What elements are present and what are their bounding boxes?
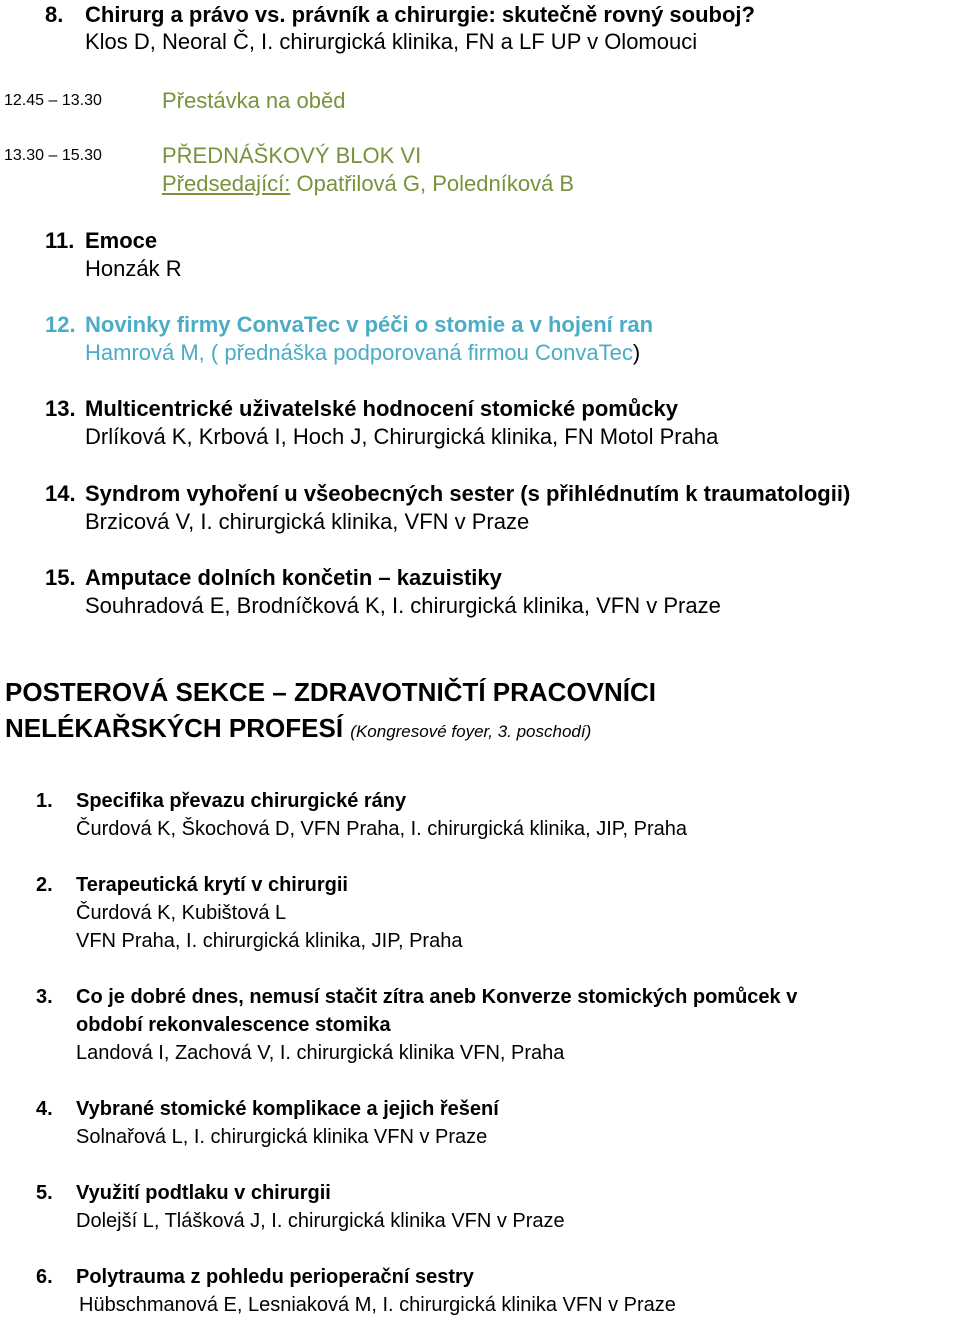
block-time: 13.30 – 15.30 [4,147,102,164]
talk-13-title: Multicentrické uživatelské hodnocení stomické pomůcky [85,396,678,421]
chair-names: Opatřilová G, Poledníková B [290,171,575,196]
poster-5-title: Využití podtlaku v chirurgii [76,1182,331,1204]
talk-15-authors: Souhradová E, Brodníčková K, I. chirurgická klinika, VFN v Praze [85,593,721,618]
poster-6-title: Polytrauma z pohledu perioperační sestry [76,1266,474,1288]
talk-12-number: 12. [45,312,76,337]
poster-2-number: 2. [36,874,53,896]
talk-14-title: Syndrom vyhoření u všeobecných sester (s přihlédnutím k traumatologii) [85,481,851,506]
poster-5-number: 5. [36,1182,53,1204]
talk-15-number: 15. [45,565,76,590]
poster-6-number: 6. [36,1266,53,1288]
poster-3-title-line2: období rekonvalescence stomika [76,1014,391,1036]
poster-section-location: (Kongresové foyer, 3. poschodí) [350,722,592,741]
poster-3-title: Co je dobré dnes, nemusí stačit zítra aneb Konverze stomických pomůcek v [76,986,798,1008]
poster-section-title: NELÉKAŘSKÝCH PROFESÍ [5,713,344,743]
poster-2-affiliation: VFN Praha, I. chirurgická klinika, JIP, Praha [76,930,463,952]
break-time: 12.45 – 13.30 [4,92,102,109]
talk-8-number: 8. [45,2,64,27]
poster-6-authors: Hübschmanová E, Lesniaková M, I. chirurgická klinika VFN v Praze [79,1294,676,1316]
poster-4-title: Vybrané stomické komplikace a jejich řešení [76,1098,499,1120]
talk-8-authors: Klos D, Neoral Č, I. chirurgická klinika, FN a LF UP v Olomouci [85,29,698,54]
poster-3-number: 3. [36,986,53,1008]
talk-12-title: Novinky firmy ConvaTec v péči o stomie a v hojení ran [85,312,654,337]
talk-15-title: Amputace dolních končetin – kazuistiky [85,565,502,590]
poster-5-authors: Dolejší L, Tlášková J, I. chirurgická klinika VFN v Praze [76,1210,565,1232]
talk-13-number: 13. [45,396,76,421]
talk-8-title: Chirurg a právo vs. právník a chirurgie: skutečně rovný souboj? [85,2,755,27]
talk-11-number: 11. [45,228,75,253]
talk-12-authors-text: Hamrová M, ( přednáška podporovaná firmou ConvaTec [85,340,633,365]
block-chairs [162,171,574,197]
talk-14-number: 14. [45,481,76,506]
break-label: Přestávka na oběd [162,88,346,113]
poster-1-number: 1. [36,790,53,812]
chair-label: Předsedající: [162,171,291,196]
poster-1-title: Specifika převazu chirurgické rány [76,790,407,812]
talk-11-authors: Honzák R [85,256,182,281]
poster-2-authors: Čurdová K, Kubištová L [76,902,287,924]
poster-4-authors: Solnařová L, I. chirurgická klinika VFN v Praze [76,1126,488,1148]
block-title: PŘEDNÁŠKOVÝ BLOK VI [162,143,422,168]
poster-4-number: 4. [36,1098,53,1120]
talk-11-title: Emoce [85,228,158,253]
poster-2-title: Terapeutická krytí v chirurgii [76,874,348,896]
talk-12-authors [85,340,640,366]
poster-3-authors: Landová I, Zachová V, I. chirurgická klinika VFN, Praha [76,1042,565,1064]
poster-section-heading-line2 [5,713,591,744]
talk-13-authors: Drlíková K, Krbová I, Hoch J, Chirurgická klinika, FN Motol Praha [85,424,719,449]
talk-12-closing-paren: ) [632,340,641,365]
poster-section-heading: POSTEROVÁ SEKCE – ZDRAVOTNIČTÍ PRACOVNÍCI [5,677,657,707]
talk-14-authors: Brzicová V, I. chirurgická klinika, VFN v Praze [85,509,530,534]
poster-1-authors: Čurdová K, Škochová D, VFN Praha, I. chirurgická klinika, JIP, Praha [76,818,688,840]
